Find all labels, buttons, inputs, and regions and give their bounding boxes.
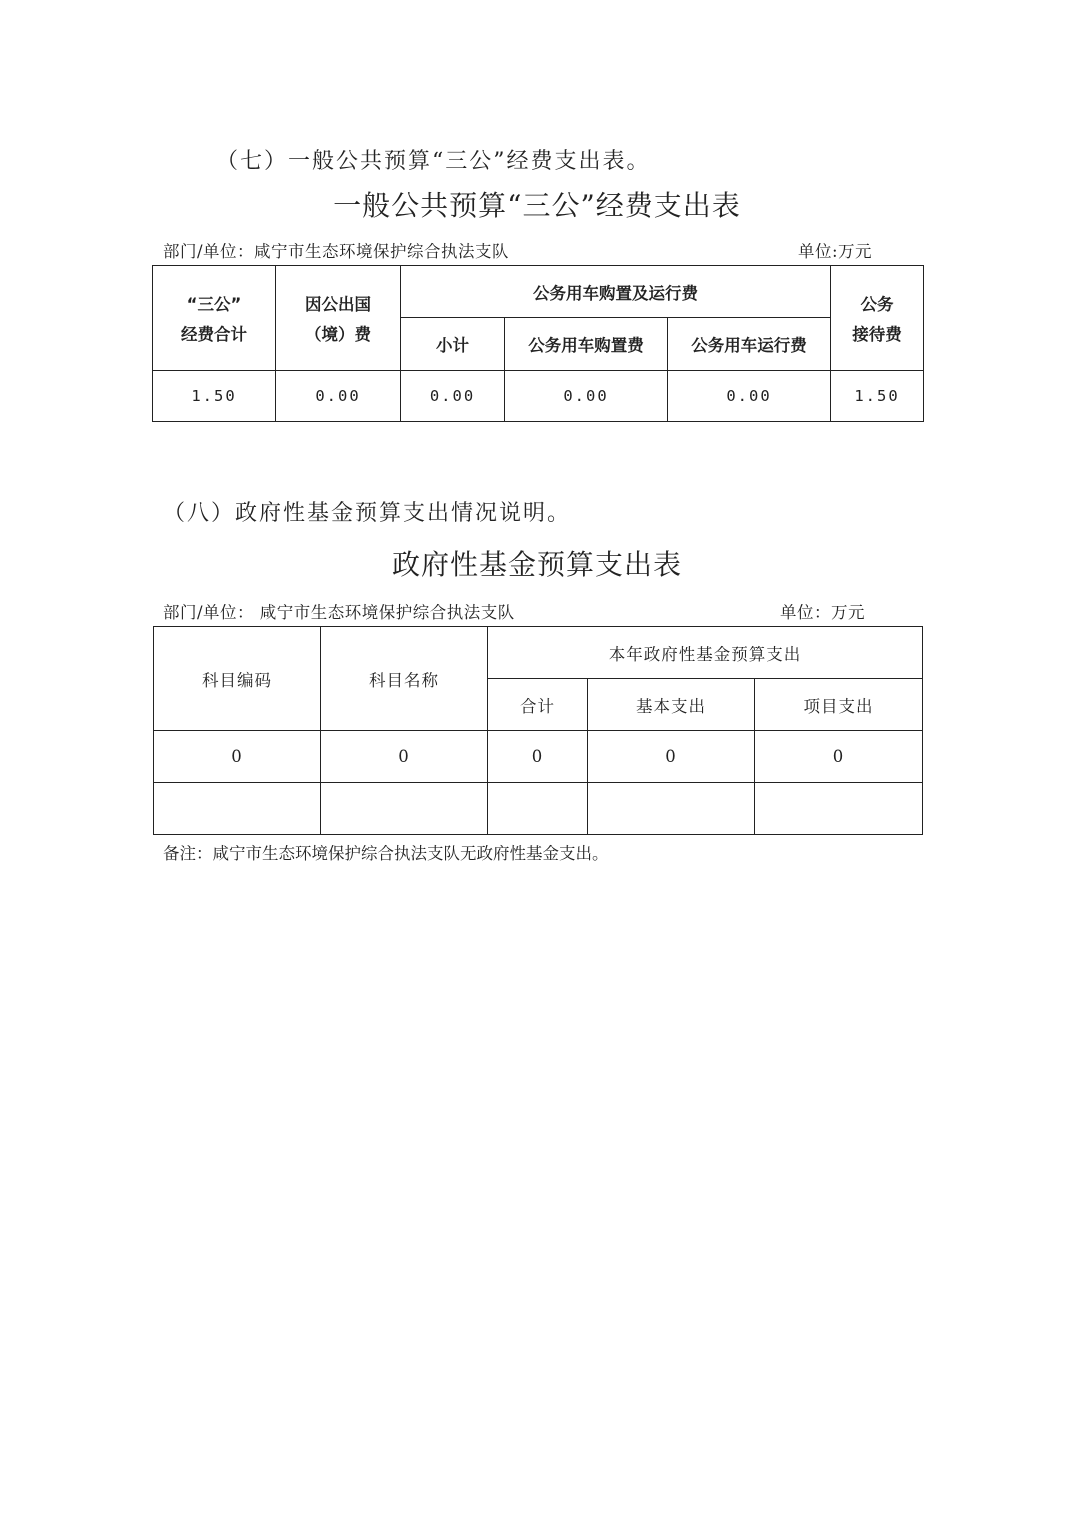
header-vehicle-purchase: 公务用车购置费 (505, 318, 668, 371)
section-8-heading: （八）政府性基金预算支出情况说明。 (163, 501, 572, 526)
table-row (154, 731, 923, 783)
header-total: 合计 (488, 679, 588, 731)
cell-basic-expenditure: 0 (588, 731, 755, 783)
header-gov-fund-group: 本年政府性基金预算支出 (488, 627, 923, 679)
cell-project-expenditure: 0 (755, 731, 923, 783)
three-public-unit-label: 单位:万元 (798, 242, 873, 261)
header-reception-expenses: 公务 接待费 (831, 266, 924, 371)
value-subtotal: 0.00 (401, 371, 505, 422)
gov-fund-expenditure-table (153, 626, 923, 835)
header-basic-expenditure: 基本支出 (588, 679, 755, 731)
header-vehicle-group: 公务用车购置及运行费 (401, 266, 831, 318)
three-public-table-title: 一般公共预算“三公”经费支出表 (333, 189, 741, 222)
table-row (154, 783, 923, 835)
gov-fund-note: 备注：咸宁市生态环境保护综合执法支队无政府性基金支出。 (163, 844, 609, 863)
cell-subject-name: 0 (321, 731, 488, 783)
header-subject-name: 科目名称 (321, 627, 488, 731)
cell-project-expenditure (755, 783, 923, 835)
three-public-dept-label: 部门/单位：咸宁市生态环境保护综合执法支队 (163, 242, 510, 261)
value-vehicle-operation: 0.00 (668, 371, 831, 422)
cell-subject-code (154, 783, 321, 835)
value-abroad-expenses: 0.00 (276, 371, 401, 422)
header-subject-code: 科目编码 (154, 627, 321, 731)
cell-subject-code: 0 (154, 731, 321, 783)
section-7-heading: （七）一般公共预算“三公”经费支出表。 (216, 149, 651, 174)
value-vehicle-purchase: 0.00 (505, 371, 668, 422)
gov-fund-unit-label: 单位：万元 (780, 603, 865, 622)
cell-total (488, 783, 588, 835)
header-abroad-expenses: 因公出国 （境）费 (276, 266, 401, 371)
cell-subject-name (321, 783, 488, 835)
header-subtotal: 小计 (401, 318, 505, 371)
value-three-public-total: 1.50 (153, 371, 276, 422)
header-project-expenditure: 项目支出 (755, 679, 923, 731)
table-row (153, 371, 924, 422)
cell-total: 0 (488, 731, 588, 783)
header-vehicle-operation: 公务用车运行费 (668, 318, 831, 371)
value-reception-expenses: 1.50 (831, 371, 924, 422)
header-three-public-total: “三公” 经费合计 (153, 266, 276, 371)
gov-fund-table-title: 政府性基金预算支出表 (391, 548, 682, 581)
gov-fund-dept-label: 部门/单位： 咸宁市生态环境保护综合执法支队 (163, 603, 515, 622)
three-public-expenditure-table (152, 265, 924, 422)
cell-basic-expenditure (588, 783, 755, 835)
